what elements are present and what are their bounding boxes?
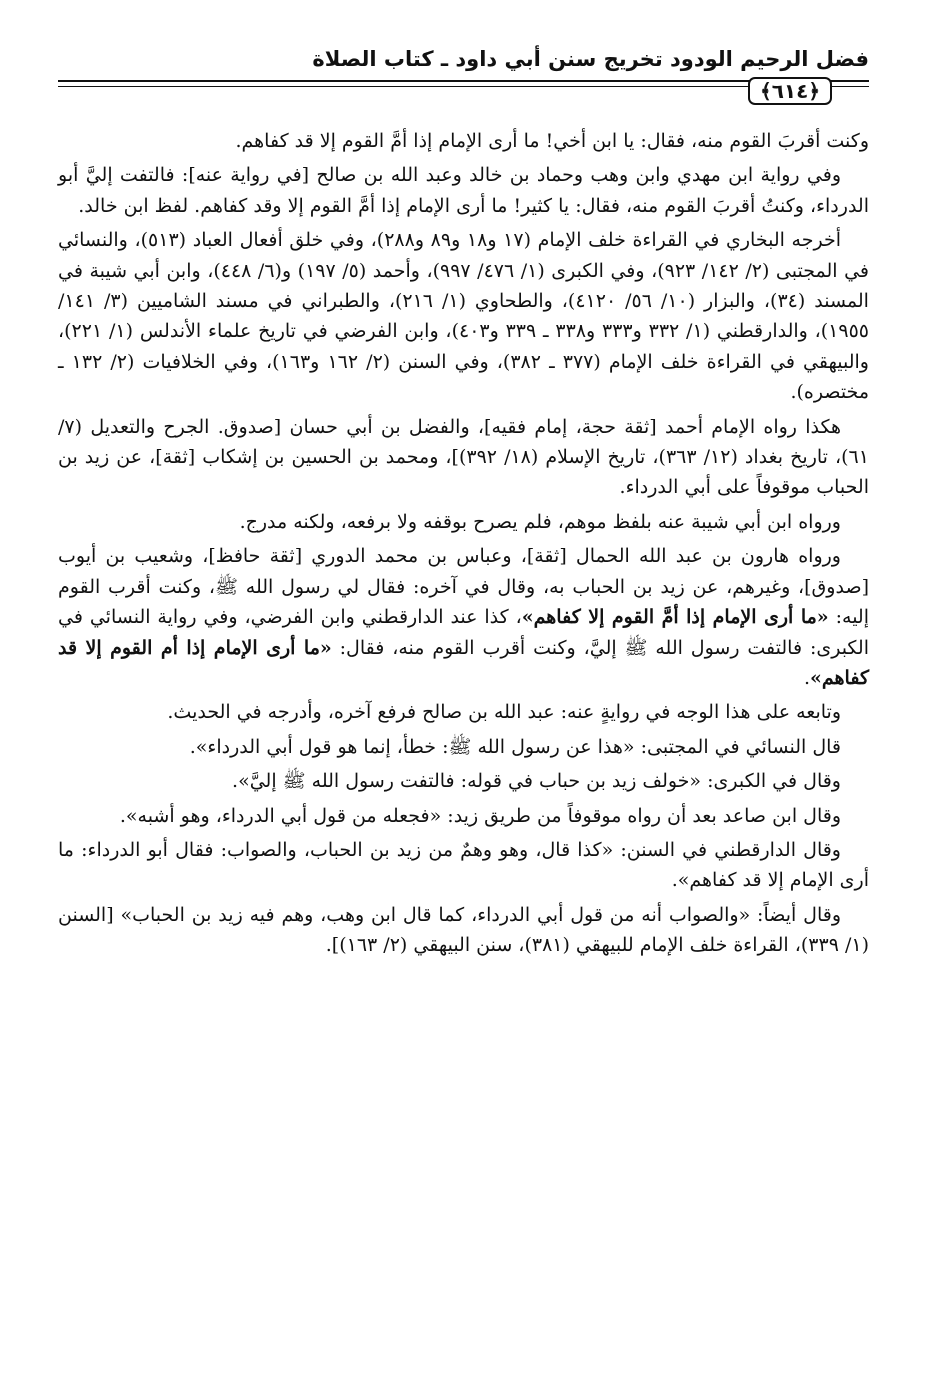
paragraph: وقال الدارقطني في السنن: «كذا قال، وهو وهمٌ من زيد بن الحباب، والصواب: فقال أبو الدرداء: ما أرى الإمام إلا قد كفاهم». xyxy=(58,838,869,892)
hadith-quote: «ما أرى الإمام إذا أم القوم إلا قد كفاهم» xyxy=(58,636,869,689)
paragraph: قال النسائي في المجتبى: «هذا عن رسول الله ﷺ: خطأ، إنما هو قول أبي الدرداء». xyxy=(189,735,841,758)
paragraph: وتابعه على هذا الوجه في روايةٍ عنه: عبد الله بن صالح فرفع آخره، وأدرجه في الحديث. xyxy=(167,701,841,724)
hadith-quote: «ما أرى الإمام إذا أمَّ القوم إلا كفاهم» xyxy=(521,606,829,629)
paragraph: وقال أيضاً: «والصواب أنه من قول أبي الدرداء، كما قال ابن وهب، وهم فيه زيد بن الحباب» [السنن (١/ ٣٣٩)، القراءة خلف الإمام للبيهقي (٣٨١)، سنن البيهقي (٢/ ١٦٣)]. xyxy=(58,903,869,957)
paragraph-segment: . xyxy=(803,666,810,689)
paragraph: وكنت أقربَ القوم منه، فقال: يا ابن أخي! ما أرى الإمام إذا أمَّ القوم إلا قد كفاهم. xyxy=(235,130,869,152)
paragraph: هكذا رواه الإمام أحمد [ثقة حجة، إمام فقيه]، والفضل بن أبي حسان [صدوق. الجرح والتعديل (٧/ ٦١)، تاريخ بغداد (١٢/ ٣٦٣)، تاريخ الإسلام (١٨/ ٣٩٢)]، ومحمد بن الحسين بن إشكاب [ثقة]، عن زيد بن الحباب موقوفاً على أبي الدرداء. xyxy=(58,415,869,499)
paragraph: أخرجه البخاري في القراءة خلف الإمام (١٧ و١٨ و٨٩ و٢٨٨)، وفي خلق أفعال العباد (٥١٣)، والنسائي في المجتبى (٢/ ١٤٢/ ٩٢٣)، وفي الكبرى (١/ ٤٧٦/ ٩٩٧)، وأحمد (٥/ ١٩٧) و(٦/ ٤٤٨)، وابن أبي شيبة في المسند (٣٤)، والبزار (١٠/ ٥٦/ ٤١٢٠)، والطحاوي (١/ ٢١٦)، والطبراني في مسند الشاميين (٣/ ١٤١/ ١٩٥٥)، والدارقطني (١/ ٣٣٢ و٣٣٣ و٣٣٨ ـ ٣٣٩ و٤٠٣)، وابن الفرضي في تاريخ علماء الأندلس (١/ ٢٢١)، والبيهقي في القراءة خلف الإمام (٣٧٧ ـ ٣٨٢)، وفي السنن (٢/ ١٦٢ و١٦٣)، وفي الخلافيات (٢/ ١٣٢ ـ مختصره). xyxy=(58,229,869,404)
paragraph-segment: ورواه هارون بن عبد الله الحمال [ثقة]، وعباس بن محمد الدوري [ثقة حافظ]، وشعيب بن أيوب [صدوق]، وغيرهم، عن زيد بن الحباب به، وقال في آخره: فقال لي رسول الله ﷺ، وكنت أقرب القوم إليه: xyxy=(58,545,869,629)
page-number: ﴿٦١٤﴾ xyxy=(759,79,821,103)
paragraph: ورواه ابن أبي شيبة عنه بلفظ موهم، فلم يصرح بوقفه ولا برفعه، ولكنه مدرج. xyxy=(239,510,841,533)
paragraph: وقال في الكبرى: «خولف زيد بن حباب في قوله: فالتفت رسول الله ﷺ إليَّ». xyxy=(232,770,841,793)
paragraph: وقال ابن صاعد بعد أن رواه موقوفاً من طريق زيد: «فجعله من قول أبي الدرداء، وهو أشبه». xyxy=(119,804,841,827)
paragraph xyxy=(58,541,869,693)
running-header-title: فضل الرحيم الودود تخريج سنن أبي داود ـ كتاب الصلاة xyxy=(312,47,869,71)
body-text xyxy=(58,126,869,965)
page-number-frame xyxy=(745,76,835,106)
paragraph: وفي رواية ابن مهدي وابن وهب وحماد بن خالد وعبد الله بن صالح [في رواية عنه]: فالتفت إليَّ أبو الدرداء، وكنتُ أقربَ القوم منه، فقال: يا كثير! ما أرى الإمام إذا أمَّ القوم إلا وقد كفاهم. لفظ ابن خالد. xyxy=(58,164,869,217)
paragraph-segment: ، كذا عند الدارقطني وابن الفرضي، وفي رواية النسائي في الكبرى: فالتفت رسول الله ﷺ إليَّ، وكنت أقرب القوم منه، فقال: xyxy=(58,606,869,659)
